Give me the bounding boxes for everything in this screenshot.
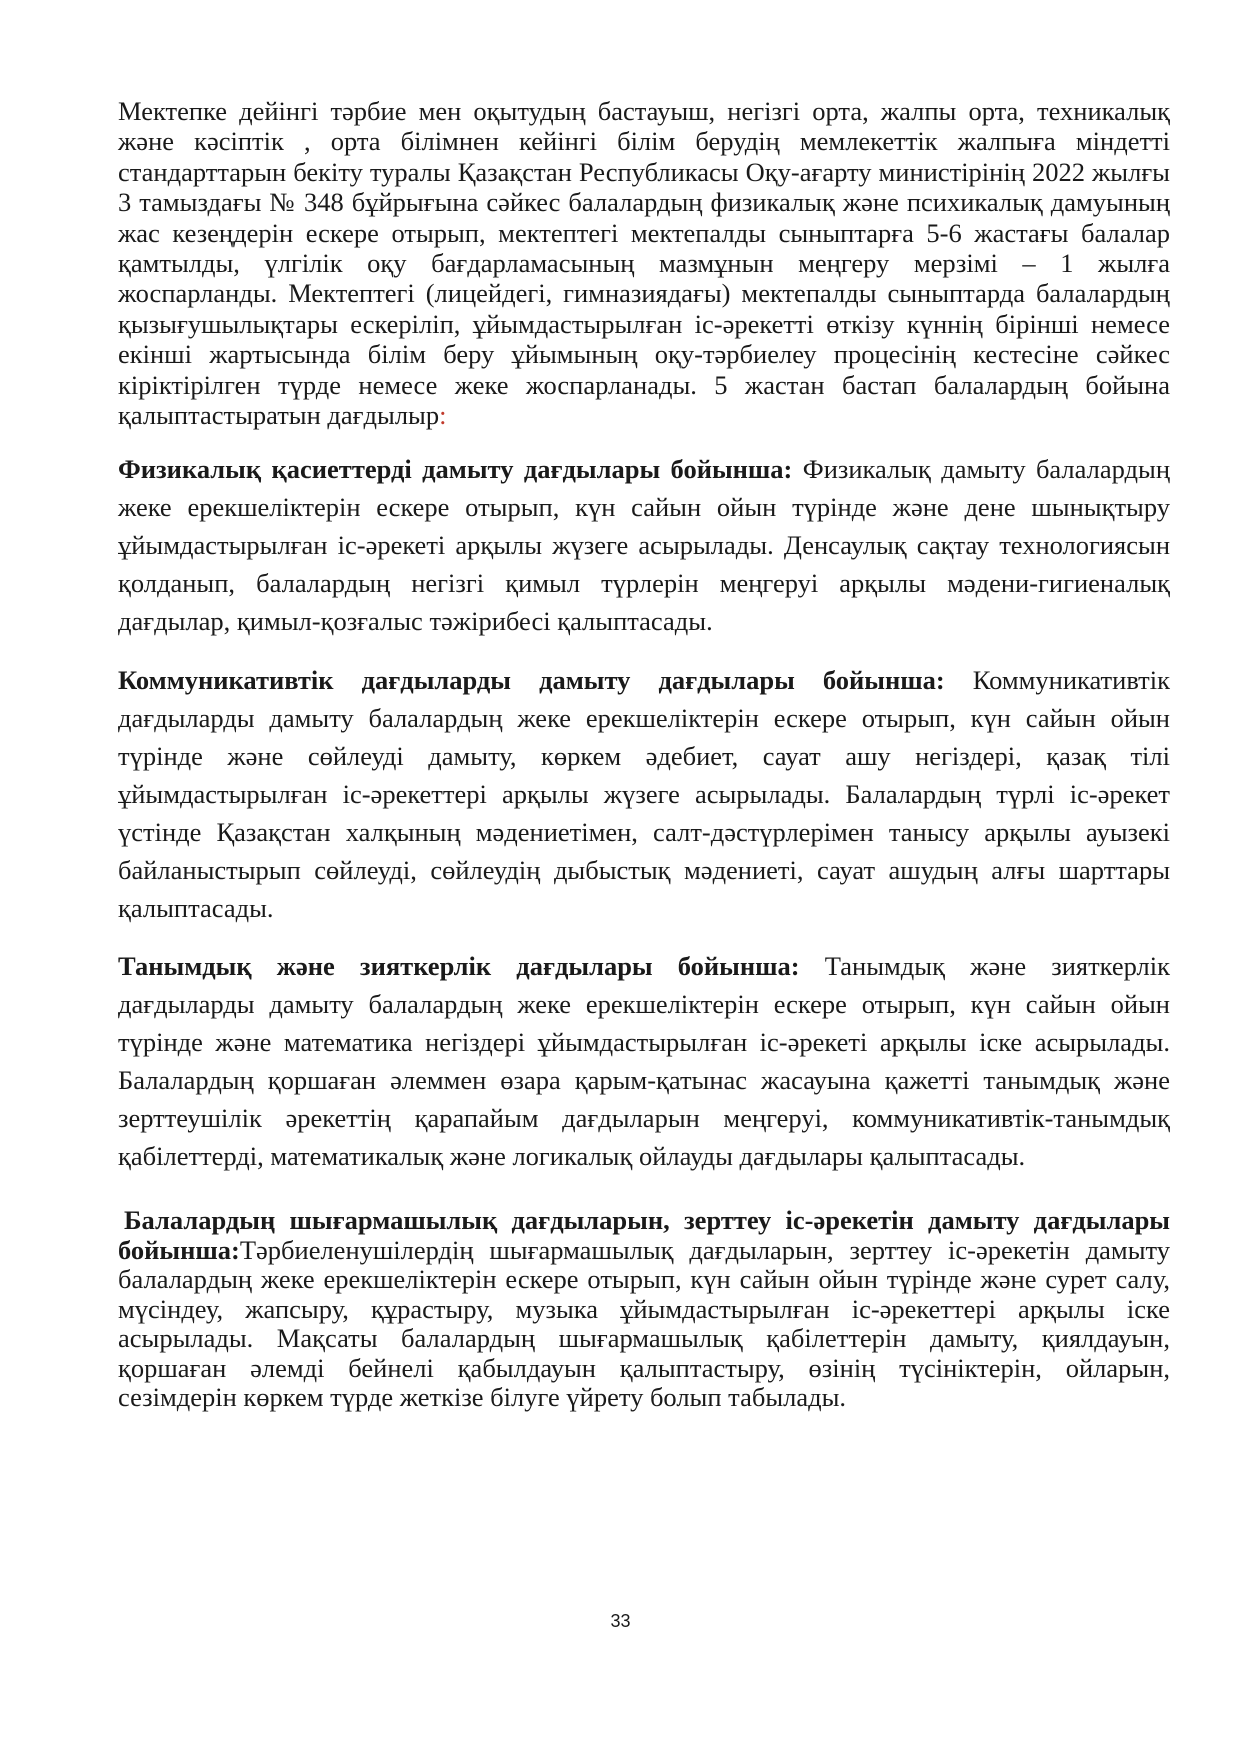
document-page	[118, 96, 1170, 1413]
section-body: Физикалық дамыту балалардың жеке ерекшеліктерін ескере отырып, күн сайын ойын түрінде және дене шынықтыру ұйымдастырылған іс-әрекеті арқылы жүзеге асырылады. Денсаулық сақтау технологиясын қолданып, балалардың негізгі қимыл түрлерін меңгеруі арқылы мәдени-гигиеналық дағдылар, қимыл-қозғалыс тәжірибесі қалыптасады.	[118, 454, 1170, 637]
section-creative	[118, 1206, 1170, 1413]
intro-paragraph	[118, 96, 1170, 430]
section-communicative	[118, 661, 1170, 927]
section-cognitive	[118, 947, 1170, 1175]
intro-colon: :	[439, 400, 447, 431]
section-body: Тәрбиеленушілердің шығармашылық дағдыларын, зерттеу іс-әрекетін дамыту балалардың жеке ерекшеліктерін ескере отырып, күн сайын ойын түрінде және сурет салу, мүсіндеу, жапсыру, құрастыру, музыка ұйымдастырылған іс-әрекеттері арқылы іске асырылады. Мақсаты балалардың шығармашылық қабілеттерін дамыту, қиялдауын, қоршаған әлемді бейнелі қабылдауын қалыптастыру, өзінің түсініктерін, ойларын, сезімдерін көркем түрде жеткізе білуге үйрету болып табылады.	[118, 1234, 1170, 1413]
section-heading: Балалардың шығармашылық дағдыларын, зерттеу іс-әрекетін дамыту дағдылары бойынша:	[118, 1205, 1170, 1265]
section-heading: Коммуникативтік дағдыларды дамыту дағдылары бойынша:	[118, 665, 945, 696]
section-body: Коммуникативтік дағдыларды дамыту балалардың жеке ерекшеліктерін ескере отырып, күн сайын ойын түрінде және сөйлеуді дамыту, көркем әдебиет, сауат ашу негіздері, қазақ тілі ұйымдастырылған іс-әрекеттері арқылы жүзеге асырылады. Балалардың түрлі іс-әрекет үстінде Қазақстан халқының мәдениетімен, салт-дәстүрлерімен танысу арқылы ауызекі байланыстырып сөйлеуді, сөйлеудің дыбыстық мәдениеті, сауат ашудың алғы шарттары қалыптасады.	[118, 665, 1170, 924]
section-body: Танымдық және зияткерлік дағдыларды дамыту балалардың жеке ерекшеліктерін ескере отырып, күн сайын ойын түрінде және математика негіздері ұйымдастырылған іс-әрекеті арқылы іске асырылады. Балалардың қоршаған әлеммен өзара қарым-қатынас жасауына қажетті танымдық және зерттеушілік әрекеттің қарапайым дағдыларын меңгеруі, коммуникативтік-танымдық қабілеттерді, математикалық және логикалық ойлауды дағдылары қалыптасады.	[118, 951, 1170, 1172]
section-heading: Физикалық қасиеттерді дамыту дағдылары бойынша:	[118, 454, 793, 485]
section-heading: Танымдық және зияткерлік дағдылары бойынша:	[118, 951, 800, 982]
section-physical	[118, 450, 1170, 640]
page-number: 33	[610, 1611, 631, 1631]
intro-text: Мектепке дейінгі тәрбие мен оқытудың бастауыш, негізгі орта, жалпы орта, техникалық және кәсіптік , орта білімнен кейінгі білім берудің мемлекеттік жалпыға міндетті стандарттарын бекіту туралы Қазақстан Республикасы Оқу-ағарту министірінің 2022 жылғы 3 тамыздағы № 348 бұйрығына сәйкес балалардың физикалық және психикалық дамуының жас кезеңдерін ескере отырып, мектептегі мектепалды сыныптарға 5-6 жастағы балалар қамтылды, үлгілік оқу бағдарламасының мазмұнын меңгеру мерзімі – 1 жылға жоспарланды. Мектептегі (лицейдегі, гимназиядағы) мектепалды сыныптарда балалардың қызығушылықтары ескеріліп, ұйымдастырылған іс-әрекетті өткізу күннің бірінші немесе екінші жартысында білім беру ұйымының оқу-тәрбиелеу процесінің кестесіне сәйкес кіріктірілген түрде немесе жеке жоспарланады. 5 жастан бастап балалардың бойына қалыптастыратын дағдылыр	[118, 96, 1170, 431]
